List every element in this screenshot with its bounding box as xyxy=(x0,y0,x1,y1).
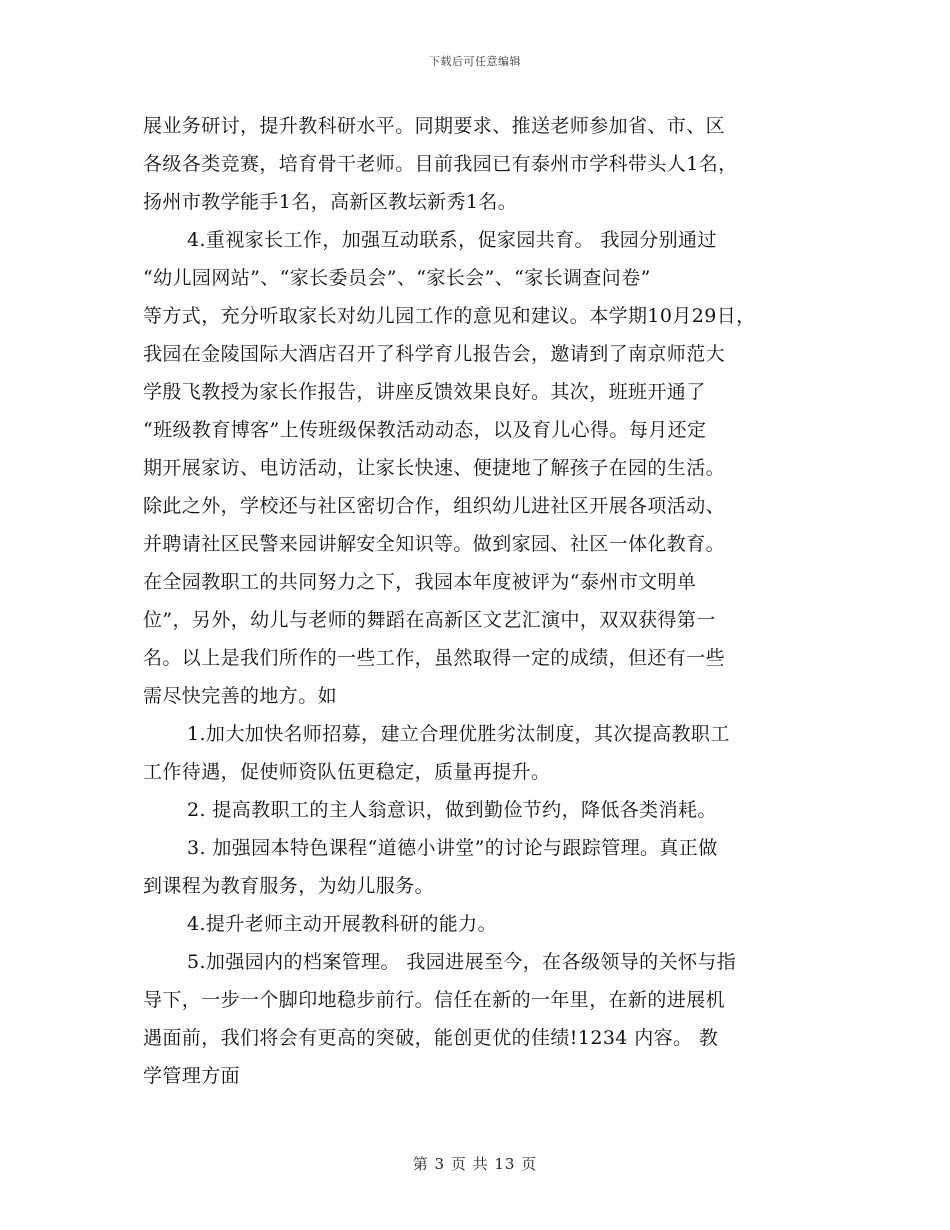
text-line: 在全园教职工的共同努力之下，我园本年度被评为“泰州市文明单 xyxy=(143,571,697,593)
text-line: 5.加强园内的档案管理。 我园进展至今，在各级领导的关怀与指 xyxy=(187,951,737,973)
document-body xyxy=(143,107,833,1095)
text-line: 名。以上是我们所作的一些工作，虽然取得一定的成绩，但还有一些 xyxy=(143,647,726,669)
text-line: 2. 提高教职工的主人翁意识，做到勤俭节约，降低各类消耗。 xyxy=(187,799,717,821)
page-number-footer: 第 3 页 共 13 页 xyxy=(412,1155,538,1173)
text-line: 并聘请社区民警来园讲解安全知识等。做到家园、社区一体化教育。 xyxy=(143,533,726,555)
header-note: 下载后可任意编辑 xyxy=(429,55,521,68)
text-line: 位”，另外，幼儿与老师的舞蹈在高新区文艺汇演中，双双获得第一 xyxy=(143,609,716,631)
text-line: “班级教育博客”上传班级保教活动动态，以及育儿心得。每月还定 xyxy=(143,419,707,441)
text-line: 等方式，充分听取家长对幼儿园工作的意见和建议。本学期10月29日， xyxy=(143,305,756,327)
text-line: 学管理方面 xyxy=(143,1065,241,1087)
text-line: “幼儿园网站”、“家长委员会”、“家长会”、“家长调查问卷” xyxy=(143,267,651,289)
text-line: 除此之外，学校还与社区密切合作，组织幼儿进社区开展各项活动、 xyxy=(143,495,726,517)
text-line: 扬州市教学能手1名，高新区教坛新秀1名。 xyxy=(143,191,518,213)
text-line: 1.加大加快名师招募，建立合理优胜劣汰制度，其次提高教职工 xyxy=(187,723,730,745)
text-line: 我园在金陵国际大酒店召开了科学育儿报告会，邀请到了南京师范大 xyxy=(143,343,726,365)
text-line: 遇面前，我们将会有更高的突破，能创更优的佳绩!1234 内容。 教 xyxy=(143,1027,719,1049)
text-line: 4.提升老师主动开展教科研的能力。 xyxy=(187,913,497,935)
text-line: 展业务研讨，提升教科研水平。同期要求、推送老师参加省、市、区 xyxy=(143,115,726,137)
text-line: 各级各类竞赛，培育骨干老师。目前我园已有泰州市学科带头人1名， xyxy=(143,153,738,175)
text-line: 到课程为教育服务，为幼儿服务。 xyxy=(143,875,435,897)
text-line: 工作待遇，促使师资队伍更稳定，质量再提升。 xyxy=(143,761,551,783)
text-line: 导下，一步一个脚印地稳步前行。信任在新的一年里，在新的进展机 xyxy=(143,989,726,1011)
text-line: 3. 加强园本特色课程“道德小讲堂”的讨论与跟踪管理。真正做 xyxy=(187,837,718,859)
text-line: 需尽快完善的地方。如 xyxy=(143,685,338,707)
text-line: 4.重视家长工作，加强互动联系，促家园共育。 我园分别通过 xyxy=(187,229,717,251)
text-line: 期开展家访、电访活动，让家长快速、便捷地了解孩子在园的生活。 xyxy=(143,457,726,479)
text-line: 学殷飞教授为家长作报告，讲座反馈效果良好。其次，班班开通了 xyxy=(143,381,706,403)
